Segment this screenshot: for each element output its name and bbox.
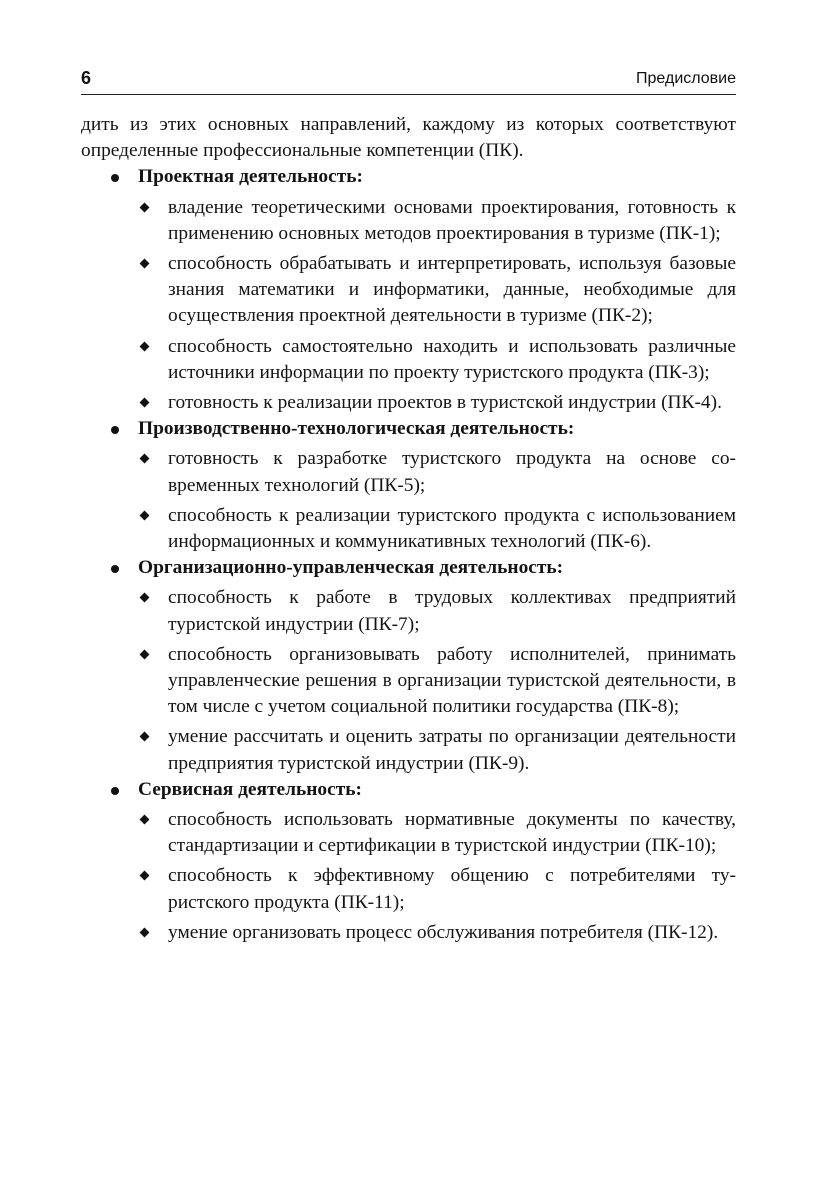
- competency-text: способность использовать нормативные документы по качеству, стандартизации и сертификации в туристской индустрии (ПК-10);: [168, 809, 736, 857]
- competency-list: [138, 807, 736, 946]
- competency-item: [138, 585, 736, 637]
- diamond-bullet-icon: [140, 454, 150, 464]
- competency-item: [138, 334, 736, 386]
- section-title: Проектная деятельность:: [138, 166, 363, 188]
- section-title: Производственно-технологическая деятельность:: [138, 418, 575, 440]
- competency-text: владение теоретическими основами проектирования, готовность к применению основных методов проектирования в туризме (ПК-1);: [168, 196, 736, 244]
- competency-text: способность к эффективному общению с потребителями туристского продукта (ПК-11);: [168, 865, 736, 913]
- bullet-dot-icon: [111, 565, 119, 573]
- section-service: [81, 777, 736, 946]
- bullet-dot-icon: [111, 174, 119, 182]
- section-title: Сервисная деятельность:: [138, 778, 362, 800]
- competency-text: умение организовать процесс обслуживания потребителя (ПК-12).: [168, 921, 719, 943]
- diamond-bullet-icon: [140, 398, 150, 408]
- competency-item: [138, 251, 736, 330]
- competency-text: готовность к реализации проектов в туристской индустрии (ПК-4).: [168, 392, 722, 414]
- competency-list: [138, 446, 736, 555]
- running-header: [81, 68, 736, 95]
- diamond-bullet-icon: [140, 341, 150, 351]
- intro-paragraph: дить из этих основных направлений, каждому из которых соответствуют определенные профессиональные компетенции (ПК).: [81, 114, 736, 162]
- competency-text: способность к работе в трудовых коллективах предприятий туристской индустрии (ПК-7);: [168, 587, 736, 635]
- diamond-bullet-icon: [140, 815, 150, 825]
- section-management: [81, 555, 736, 777]
- competency-item: [138, 503, 736, 555]
- competency-text: способность организовывать работу исполнителей, принимать управленческие решения в организации туристской деятельности, в том числе с учетом социальной политики государства (ПК-8);: [168, 643, 736, 718]
- diamond-bullet-icon: [140, 927, 150, 937]
- page-body: [81, 112, 736, 946]
- competency-list: [138, 195, 736, 417]
- running-title: Предисловие: [636, 70, 736, 87]
- diamond-bullet-icon: [140, 871, 150, 881]
- competency-list: [138, 585, 736, 776]
- competency-item: [138, 920, 736, 946]
- diamond-bullet-icon: [140, 732, 150, 742]
- section-project: [81, 164, 736, 416]
- competency-item: [138, 446, 736, 498]
- competency-text: способность к реализации туристского продукта с использованием информационных и коммуникативных технологий (ПК-6).: [168, 504, 736, 553]
- competency-item: [138, 724, 736, 776]
- section-production: [81, 416, 736, 555]
- competency-item: [138, 642, 736, 721]
- competency-item: [138, 195, 736, 247]
- diamond-bullet-icon: [140, 593, 150, 603]
- page-number: 6: [81, 68, 92, 88]
- competency-item: [138, 807, 736, 859]
- diamond-bullet-icon: [140, 202, 150, 212]
- competency-item: [138, 390, 736, 416]
- diamond-bullet-icon: [140, 510, 150, 520]
- diamond-bullet-icon: [140, 259, 150, 269]
- bullet-dot-icon: [111, 426, 119, 434]
- bullet-dot-icon: [111, 787, 119, 795]
- diamond-bullet-icon: [140, 649, 150, 659]
- section-title: Организационно-управленческая деятельность:: [138, 557, 564, 579]
- competency-text: готовность к разработке туристского продукта на основе современных технологий (ПК-5);: [168, 448, 736, 496]
- competency-item: [138, 863, 736, 915]
- competency-text: способность обрабатывать и интерпретировать, используя базовые знания математики и информатики, данные, необходимые для осуществления проектной деятельности в туризме (ПК-2);: [168, 253, 736, 327]
- competency-text: способность самостоятельно находить и использовать различные источники информации по проекту туристского продукта (ПК-3);: [168, 335, 736, 383]
- competency-text: умение рассчитать и оценить затраты по организации деятельности предприятия туристской индустрии (ПК-9).: [168, 726, 736, 774]
